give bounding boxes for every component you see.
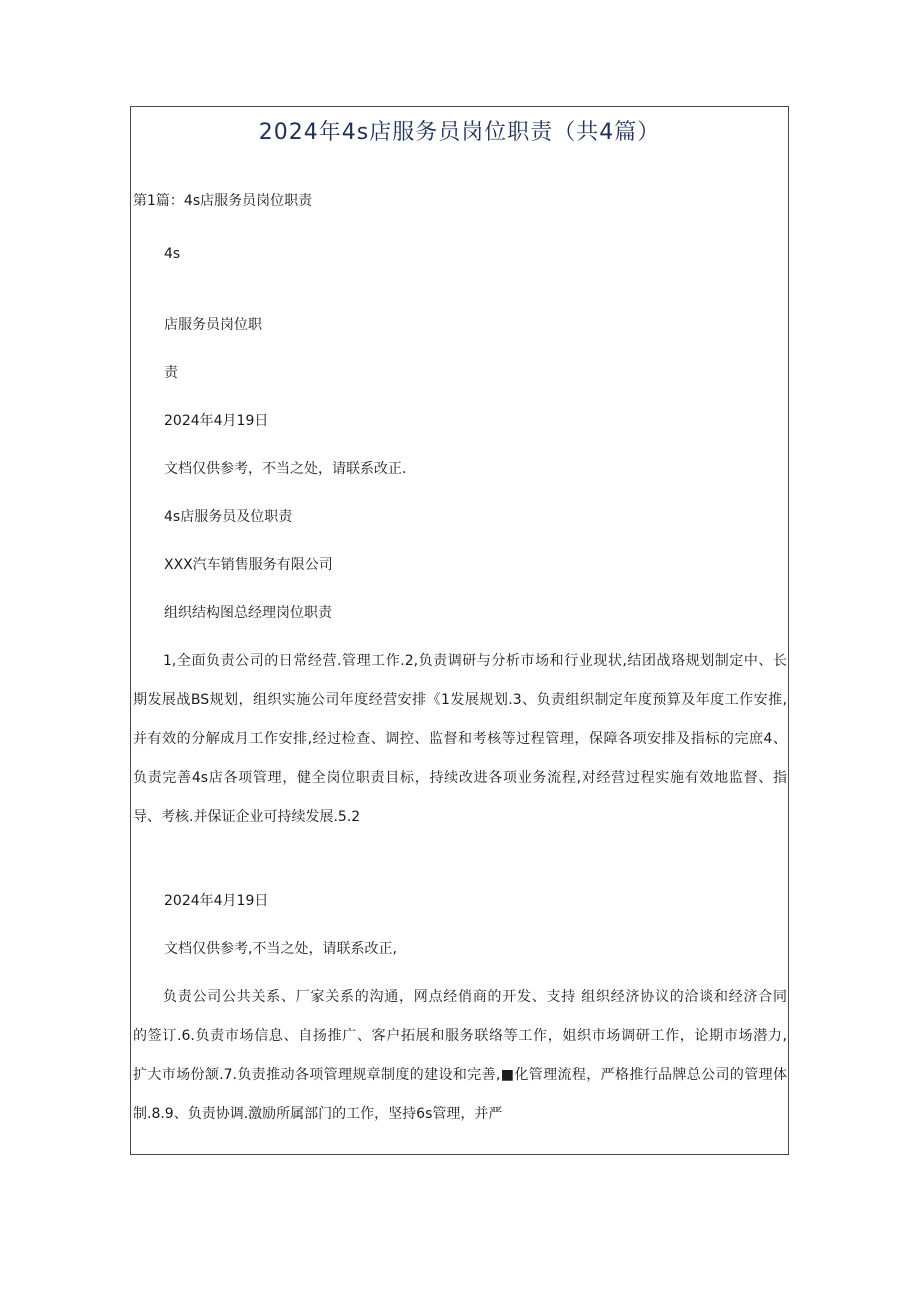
date-line: 2024年4月19日	[164, 893, 269, 909]
chapter-heading: 第1篇：4s店服务员岗位职责	[133, 193, 313, 209]
paragraph-line: 并有效的分解成月工作安排,经过检查、调控、监督和考核等过程管理，保障各项安排及指标的完庶4、	[133, 731, 787, 747]
paragraph-line: 扩大市场份颔.7.负责推动各项管理规章制度的建设和完善,■化管理流程，严格推行品牌总公司的管理体	[133, 1067, 787, 1083]
paragraph-line: 期发展战BS规划，组织实施公司年度经营安排《1发展规划.3、负责组织制定年度预算及年度工作安推,	[133, 692, 787, 708]
disclaimer-line: 文档仅供参考，不当之处，请联系改正.	[164, 461, 407, 477]
paragraph-duties-1	[133, 651, 787, 846]
paragraph-line: 1,全面负责公司的日常经营.管理工作.2,负责调研与分析市场和行业现状,结团战珞规划制定中、长	[163, 653, 787, 669]
section-heading: 组织结构图总经理岗位职责	[164, 605, 332, 621]
date-line: 2024年4月19日	[164, 413, 269, 429]
paragraph-line: 负责完善4s店各项管理，健全岗位职责目标，持续改进各项业务流程,对经营过程实施有效地监督、指	[133, 770, 787, 786]
text-line: 4s店服务员及位职责	[164, 509, 293, 525]
text-line: 店服务员岗位职	[164, 317, 262, 333]
paragraph-duties-2	[133, 987, 787, 1143]
disclaimer-line: 文档仅供参考,不当之处，请联系改正,	[164, 941, 397, 957]
document-title: 2024年4s店服务员岗位职责（共4篇）	[258, 120, 661, 145]
text-line: 4s	[164, 246, 181, 262]
paragraph-line: 导、考核.并保证企业可持续发展.5.2	[133, 809, 361, 825]
paragraph-line: 负责公司公共关系、厂家关系的沟通，网点经俏商的开发、支持 组织经济协议的洽谈和经济合同	[163, 989, 787, 1005]
text-line: 责	[164, 365, 178, 381]
document-page	[130, 106, 789, 1155]
paragraph-line: 制.8.9、负责协调.激励所属部门的工作，坚持6s管理，并严	[133, 1106, 503, 1122]
paragraph-line: 的签订.6.负责市场信息、自扬推广、客户拓展和服务联络等工作，姐织市场调研工作，论期市场潜力,	[133, 1028, 787, 1044]
company-name: XXX汽车销售服务有限公司	[164, 557, 333, 573]
